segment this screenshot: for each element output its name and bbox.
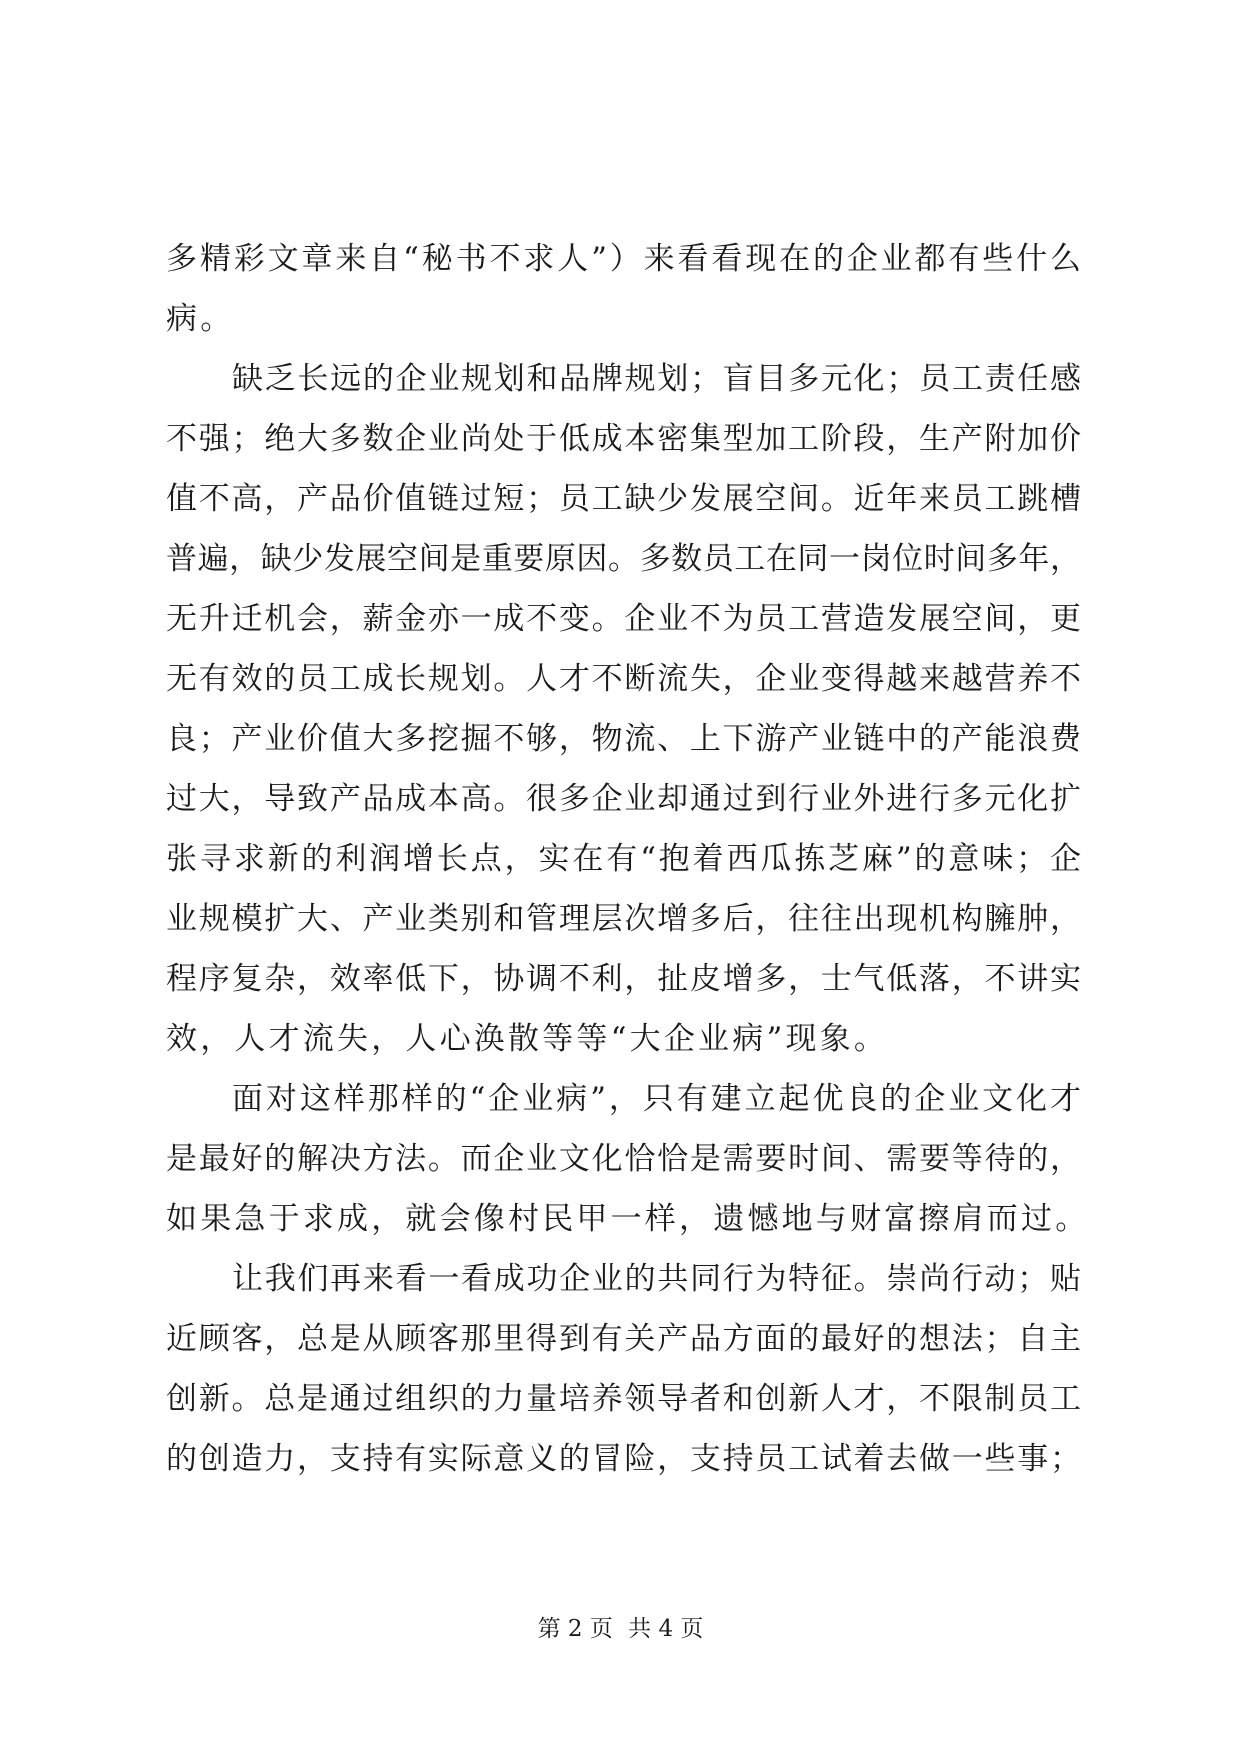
text-line: 张寻求新的利润增长点，实在有“抱着西瓜拣芝麻”的意味；企: [166, 841, 1081, 877]
page-number: 第 2 页: [537, 1616, 613, 1642]
text-line: 不强；绝大多数企业尚处于低成本密集型加工阶段，生产附加价: [166, 421, 1081, 457]
text-line: 效，人才流失，人心涣散等等“大企业病”现象。: [166, 1021, 889, 1057]
page-footer: [0, 1614, 1241, 1644]
text-line: 病。: [166, 301, 235, 337]
text-line: 缺乏长远的企业规划和品牌规划；盲目多元化；员工责任感: [232, 361, 1081, 397]
text-line: 多精彩文章来自“秘书不求人”）来看看现在的企业都有些什么: [166, 241, 1081, 277]
text-line: 的创造力，支持有实际意义的冒险，支持员工试着去做一些事；: [166, 1441, 1081, 1477]
text-line: 无有效的员工成长规划。人才不断流失，企业变得越来越营养不: [166, 661, 1081, 697]
body-text: [166, 229, 1090, 1489]
text-line: 无升迁机会，薪金亦一成不变。企业不为员工营造发展空间，更: [166, 601, 1081, 637]
text-line: 过大，导致产品成本高。很多企业却通过到行业外进行多元化扩: [166, 781, 1081, 817]
text-line: 是最好的解决方法。而企业文化恰恰是需要时间、需要等待的，: [166, 1141, 1081, 1177]
text-line: 创新。总是通过组织的力量培养领导者和创新人才，不限制员工: [166, 1381, 1081, 1417]
text-line: 如果急于求成，就会像村民甲一样，遗憾地与财富擦肩而过。: [166, 1201, 1090, 1237]
text-line: 业规模扩大、产业类别和管理层次增多后，往往出现机构臃肿，: [166, 901, 1081, 937]
page-total: 共 4 页: [628, 1616, 704, 1642]
text-line: 值不高，产品价值链过短；员工缺少发展空间。近年来员工跳槽: [166, 481, 1081, 517]
text-line: 程序复杂，效率低下，协调不利，扯皮增多，士气低落，不讲实: [166, 961, 1081, 997]
text-line: 面对这样那样的“企业病”，只有建立起优良的企业文化才: [232, 1081, 1081, 1117]
text-line: 普遍，缺少发展空间是重要原因。多数员工在同一岗位时间多年，: [166, 541, 1081, 577]
text-line: 良；产业价值大多挖掘不够，物流、上下游产业链中的产能浪费: [166, 721, 1081, 757]
text-line: 近顾客，总是从顾客那里得到有关产品方面的最好的想法；自主: [166, 1321, 1081, 1357]
text-line: 让我们再来看一看成功企业的共同行为特征。崇尚行动；贴: [232, 1261, 1081, 1297]
